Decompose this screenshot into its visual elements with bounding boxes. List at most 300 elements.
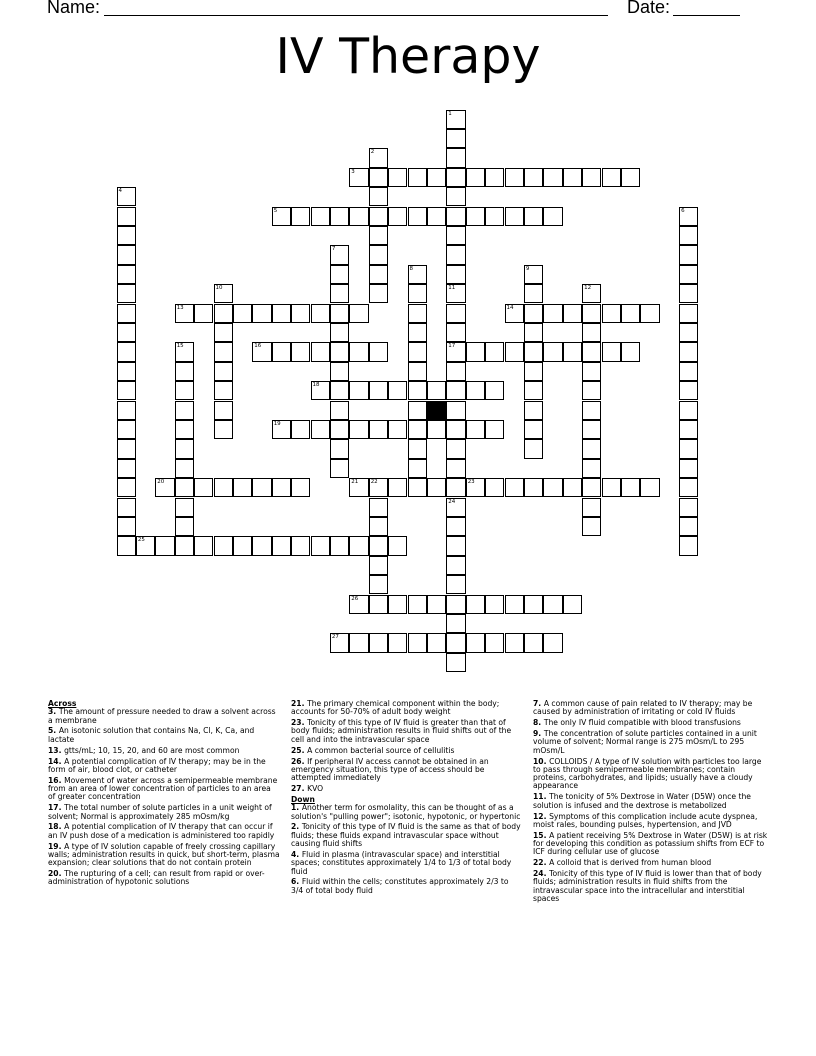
grid-cell[interactable] — [427, 633, 446, 652]
across-clues-col1 — [48, 700, 280, 889]
clue-number: 24 — [448, 498, 456, 505]
clue-number: 4 — [118, 188, 122, 195]
grid-cell[interactable] — [349, 304, 368, 323]
grid-cell[interactable] — [330, 304, 349, 323]
grid-cell[interactable] — [330, 459, 349, 478]
grid-cell[interactable] — [505, 342, 524, 361]
grid-cell[interactable] — [485, 420, 504, 439]
grid-cell[interactable] — [524, 323, 543, 342]
grid-cell[interactable] — [330, 342, 349, 361]
grid-cell[interactable] — [524, 284, 543, 303]
grid-cell[interactable] — [524, 381, 543, 400]
grid-cell[interactable] — [369, 226, 388, 245]
grid-cell[interactable] — [582, 342, 601, 361]
grid-cell[interactable] — [427, 168, 446, 187]
grid-cell[interactable] — [621, 478, 640, 497]
grid-cell[interactable] — [117, 439, 136, 458]
grid-cell[interactable] — [582, 362, 601, 381]
grid-cell[interactable] — [408, 265, 427, 284]
grid-cell[interactable] — [330, 284, 349, 303]
grid-cell[interactable] — [175, 536, 194, 555]
grid-cell[interactable] — [427, 381, 446, 400]
grid-cell[interactable] — [543, 595, 562, 614]
grid-cell[interactable] — [369, 148, 388, 167]
grid-cell[interactable] — [679, 245, 698, 264]
grid-cell[interactable] — [446, 536, 465, 555]
grid-cell[interactable] — [408, 304, 427, 323]
grid-cell[interactable] — [679, 381, 698, 400]
grid-cell[interactable] — [291, 342, 310, 361]
grid-cell[interactable] — [679, 362, 698, 381]
grid-cell[interactable] — [524, 439, 543, 458]
grid-cell[interactable] — [679, 226, 698, 245]
grid-cell[interactable] — [446, 459, 465, 478]
grid-cell[interactable] — [446, 129, 465, 148]
grid-cell[interactable] — [272, 420, 291, 439]
grid-cell[interactable] — [446, 187, 465, 206]
grid-cell[interactable] — [272, 536, 291, 555]
grid-cell[interactable] — [485, 168, 504, 187]
across-clue — [48, 747, 280, 755]
grid-cell[interactable] — [543, 342, 562, 361]
grid-cell[interactable] — [233, 478, 252, 497]
grid-cell[interactable] — [369, 168, 388, 187]
grid-cell[interactable] — [524, 595, 543, 614]
grid-cell[interactable] — [446, 226, 465, 245]
grid-cell[interactable] — [408, 342, 427, 361]
grid-cell[interactable] — [291, 478, 310, 497]
grid-cell[interactable] — [136, 536, 155, 555]
grid-cell[interactable] — [466, 207, 485, 226]
grid-cell[interactable] — [155, 536, 174, 555]
grid-cell[interactable] — [252, 478, 271, 497]
grid-cell[interactable] — [602, 168, 621, 187]
grid-cell[interactable] — [311, 304, 330, 323]
grid-cell[interactable] — [252, 342, 271, 361]
grid-cell[interactable] — [388, 536, 407, 555]
grid-cell[interactable] — [446, 284, 465, 303]
grid-cell[interactable] — [252, 536, 271, 555]
grid-cell[interactable] — [291, 536, 310, 555]
clue-number: 4. — [291, 849, 302, 859]
grid-cell[interactable] — [311, 381, 330, 400]
grid-cell[interactable] — [291, 207, 310, 226]
grid-cell[interactable] — [214, 401, 233, 420]
grid-cell[interactable] — [524, 478, 543, 497]
grid-cell[interactable] — [330, 245, 349, 264]
across-clue — [291, 785, 523, 793]
grid-cell[interactable] — [311, 420, 330, 439]
grid-cell[interactable] — [330, 401, 349, 420]
grid-cell[interactable] — [330, 207, 349, 226]
grid-cell[interactable] — [485, 595, 504, 614]
grid-cell[interactable] — [214, 304, 233, 323]
grid-cell[interactable] — [446, 304, 465, 323]
grid-cell[interactable] — [679, 439, 698, 458]
grid-cell[interactable] — [214, 536, 233, 555]
grid-cell[interactable] — [679, 420, 698, 439]
grid-cell[interactable] — [446, 439, 465, 458]
grid-cell[interactable] — [640, 304, 659, 323]
grid-cell[interactable] — [582, 381, 601, 400]
grid-cell[interactable] — [369, 595, 388, 614]
grid-cell[interactable] — [330, 439, 349, 458]
grid-cell[interactable] — [408, 478, 427, 497]
grid-cell[interactable] — [214, 381, 233, 400]
grid-cell[interactable] — [582, 284, 601, 303]
grid-cell[interactable] — [388, 381, 407, 400]
grid-cell[interactable] — [408, 323, 427, 342]
grid-cell[interactable] — [330, 536, 349, 555]
clue-text: The primary chemical component within the body; accounts for 50-70% of adult body weight — [291, 699, 500, 717]
grid-cell[interactable] — [408, 439, 427, 458]
grid-cell[interactable] — [582, 478, 601, 497]
grid-cell[interactable] — [117, 323, 136, 342]
clue-text: Tonicity of this type of IV fluid is lower than that of body fluids; administration results in fluid shifts from the intravascular space into the intracellular and interstitial spaces — [533, 869, 762, 903]
grid-cell[interactable] — [408, 401, 427, 420]
grid-cell[interactable] — [349, 595, 368, 614]
grid-cell[interactable] — [485, 207, 504, 226]
grid-cell[interactable] — [311, 342, 330, 361]
grid-cell[interactable] — [214, 284, 233, 303]
grid-cell[interactable] — [214, 478, 233, 497]
grid-cell[interactable] — [602, 304, 621, 323]
grid-cell[interactable] — [582, 168, 601, 187]
grid-cell[interactable] — [117, 265, 136, 284]
grid-cell[interactable] — [311, 536, 330, 555]
clue-number: 13. — [48, 745, 65, 755]
grid-cell[interactable] — [349, 478, 368, 497]
grid-cell[interactable] — [117, 498, 136, 517]
clue-number: 17 — [448, 343, 456, 350]
grid-cell[interactable] — [524, 207, 543, 226]
grid-cell[interactable] — [214, 362, 233, 381]
grid-cell[interactable] — [117, 420, 136, 439]
grid-cell[interactable] — [524, 633, 543, 652]
grid-cell[interactable] — [446, 420, 465, 439]
down-clue — [533, 719, 768, 727]
down-clue — [291, 823, 523, 848]
grid-cell[interactable] — [369, 284, 388, 303]
clue-text: A common cause of pain related to IV therapy; may be caused by administration of irritating or cold IV fluids — [533, 699, 753, 717]
grid-cell[interactable] — [679, 342, 698, 361]
grid-cell[interactable] — [349, 342, 368, 361]
grid-cell[interactable] — [524, 362, 543, 381]
grid-cell[interactable] — [369, 478, 388, 497]
grid-cell[interactable] — [117, 459, 136, 478]
grid-cell[interactable] — [194, 536, 213, 555]
grid-cell[interactable] — [369, 207, 388, 226]
grid-cell[interactable] — [408, 595, 427, 614]
grid-cell[interactable] — [117, 381, 136, 400]
grid-cell[interactable] — [524, 168, 543, 187]
grid-cell[interactable] — [446, 362, 465, 381]
grid-cell[interactable] — [369, 633, 388, 652]
clue-text: Tonicity of this type of IV fluid is greater than that of body fluids; administration results in fluid shifts out of the cell and into the intravascular space — [291, 718, 512, 744]
grid-cell[interactable] — [446, 245, 465, 264]
grid-cell[interactable] — [408, 381, 427, 400]
grid-cell[interactable] — [330, 633, 349, 652]
down-clue — [533, 859, 768, 867]
grid-cell[interactable] — [369, 556, 388, 575]
clue-number: 23 — [467, 479, 475, 486]
grid-cell[interactable] — [369, 245, 388, 264]
grid-cell[interactable] — [175, 342, 194, 361]
grid-cell[interactable] — [408, 284, 427, 303]
grid-cell[interactable] — [175, 517, 194, 536]
clue-number: 27 — [331, 634, 339, 641]
grid-cell[interactable] — [446, 401, 465, 420]
grid-cell[interactable] — [388, 207, 407, 226]
grid-cell[interactable] — [582, 323, 601, 342]
grid-cell[interactable] — [427, 595, 446, 614]
grid-cell[interactable] — [446, 595, 465, 614]
grid-cell[interactable] — [563, 478, 582, 497]
grid-cell[interactable] — [582, 459, 601, 478]
grid-cell[interactable] — [602, 478, 621, 497]
grid-cell[interactable] — [194, 304, 213, 323]
grid-cell[interactable] — [175, 459, 194, 478]
grid-cell[interactable] — [408, 207, 427, 226]
grid-cell[interactable] — [466, 168, 485, 187]
grid-cell[interactable] — [466, 342, 485, 361]
grid-cell[interactable] — [330, 265, 349, 284]
grid-cell[interactable] — [369, 381, 388, 400]
grid-cell[interactable] — [175, 420, 194, 439]
grid-cell[interactable] — [349, 420, 368, 439]
grid-cell[interactable] — [175, 478, 194, 497]
clue-text: A colloid that is derived from human blood — [549, 858, 712, 868]
grid-cell[interactable] — [446, 498, 465, 517]
clue-number: 7 — [331, 246, 336, 253]
grid-cell[interactable] — [388, 595, 407, 614]
grid-cell[interactable] — [679, 323, 698, 342]
grid-cell[interactable] — [543, 207, 562, 226]
grid-cell[interactable] — [369, 420, 388, 439]
grid-cell[interactable] — [330, 323, 349, 342]
grid-cell[interactable] — [272, 478, 291, 497]
grid-cell[interactable] — [117, 517, 136, 536]
grid-cell[interactable] — [117, 536, 136, 555]
grid-cell[interactable] — [621, 168, 640, 187]
grid-cell[interactable] — [524, 420, 543, 439]
grid-cell[interactable] — [117, 342, 136, 361]
grid-cell[interactable] — [582, 517, 601, 536]
grid-cell[interactable] — [466, 478, 485, 497]
grid-cell[interactable] — [582, 401, 601, 420]
grid-cell[interactable] — [369, 342, 388, 361]
grid-cell[interactable] — [446, 614, 465, 633]
grid-cell[interactable] — [349, 633, 368, 652]
grid-cell[interactable] — [175, 439, 194, 458]
grid-cell[interactable] — [330, 362, 349, 381]
grid-cell[interactable] — [679, 207, 698, 226]
grid-cell[interactable] — [408, 633, 427, 652]
grid-cell[interactable] — [155, 478, 174, 497]
grid-cell[interactable] — [446, 575, 465, 594]
grid-cell[interactable] — [369, 187, 388, 206]
grid-cell[interactable] — [446, 381, 465, 400]
grid-cell[interactable] — [369, 265, 388, 284]
name-label: Name: — [47, 0, 101, 17]
grid-cell[interactable] — [679, 265, 698, 284]
grid-cell[interactable] — [214, 342, 233, 361]
clue-number: 3 — [351, 168, 355, 175]
grid-cell[interactable] — [408, 168, 427, 187]
grid-cell[interactable] — [446, 148, 465, 167]
grid-cell[interactable] — [194, 478, 213, 497]
grid-cell[interactable] — [505, 478, 524, 497]
grid-cell[interactable] — [233, 304, 252, 323]
grid-cell[interactable] — [446, 168, 465, 187]
grid-cell[interactable] — [427, 207, 446, 226]
grid-cell[interactable] — [582, 439, 601, 458]
clue-number: 9 — [525, 265, 530, 272]
clue-number: 20 — [157, 479, 165, 486]
clue-text: A patient receiving 5% Dextrose in Water (D5W) is at risk for developing this condition as potassium shifts from ECF to ICF during cellular use of glucose — [533, 830, 768, 857]
grid-cell[interactable] — [388, 633, 407, 652]
grid-cell[interactable] — [446, 323, 465, 342]
grid-cell[interactable] — [543, 633, 562, 652]
grid-cell[interactable] — [446, 207, 465, 226]
grid-cell[interactable] — [621, 304, 640, 323]
grid-cell[interactable] — [117, 478, 136, 497]
grid-cell[interactable] — [446, 478, 465, 497]
grid-cell[interactable] — [582, 304, 601, 323]
grid-cell[interactable] — [272, 304, 291, 323]
grid-cell[interactable] — [505, 207, 524, 226]
grid-cell[interactable] — [524, 304, 543, 323]
grid-cell[interactable] — [349, 207, 368, 226]
grid-cell[interactable] — [485, 478, 504, 497]
grid-cell[interactable] — [117, 207, 136, 226]
grid-cell[interactable] — [272, 207, 291, 226]
grid-cell[interactable] — [369, 536, 388, 555]
grid-cell[interactable] — [679, 284, 698, 303]
grid-cell[interactable] — [446, 342, 465, 361]
grid-cell[interactable] — [408, 459, 427, 478]
grid-cell[interactable] — [563, 304, 582, 323]
grid-cell[interactable] — [543, 304, 562, 323]
grid-cell[interactable] — [291, 304, 310, 323]
grid-cell[interactable] — [446, 265, 465, 284]
grid-cell[interactable] — [117, 226, 136, 245]
grid-cell[interactable] — [485, 633, 504, 652]
grid-cell[interactable] — [621, 342, 640, 361]
grid-cell[interactable] — [679, 517, 698, 536]
clue-number: 6. — [291, 877, 302, 887]
grid-cell[interactable] — [272, 342, 291, 361]
grid-cell[interactable] — [291, 420, 310, 439]
grid-cell[interactable] — [408, 362, 427, 381]
grid-cell[interactable] — [369, 498, 388, 517]
grid-cell[interactable] — [214, 323, 233, 342]
grid-cell[interactable] — [369, 575, 388, 594]
grid-cell[interactable] — [543, 478, 562, 497]
grid-cell[interactable] — [330, 420, 349, 439]
grid-cell[interactable] — [679, 459, 698, 478]
grid-cell[interactable] — [679, 401, 698, 420]
grid-cell[interactable] — [388, 478, 407, 497]
grid-cell[interactable] — [485, 342, 504, 361]
grid-cell[interactable] — [369, 517, 388, 536]
grid-cell[interactable] — [214, 420, 233, 439]
grid-cell[interactable] — [349, 168, 368, 187]
grid-cell[interactable] — [117, 245, 136, 264]
grid-cell[interactable] — [175, 401, 194, 420]
grid-cell[interactable] — [679, 498, 698, 517]
grid-cell[interactable] — [446, 556, 465, 575]
grid-cell[interactable] — [563, 595, 582, 614]
grid-cell[interactable] — [524, 265, 543, 284]
grid-cell[interactable] — [466, 381, 485, 400]
grid-cell[interactable] — [446, 517, 465, 536]
grid-cell[interactable] — [117, 304, 136, 323]
grid-cell[interactable] — [602, 342, 621, 361]
grid-cell[interactable] — [117, 362, 136, 381]
grid-cell[interactable] — [466, 420, 485, 439]
clues-col2 — [291, 700, 523, 898]
grid-cell[interactable] — [388, 168, 407, 187]
grid-cell[interactable] — [349, 381, 368, 400]
grid-cell[interactable] — [175, 362, 194, 381]
grid-cell[interactable] — [524, 342, 543, 361]
grid-cell[interactable] — [679, 536, 698, 555]
clue-number: 15. — [533, 830, 550, 840]
grid-cell[interactable] — [524, 401, 543, 420]
grid-cell[interactable] — [446, 633, 465, 652]
grid-cell[interactable] — [233, 536, 252, 555]
grid-cell[interactable] — [252, 304, 271, 323]
grid-cell[interactable] — [505, 304, 524, 323]
grid-cell[interactable] — [175, 498, 194, 517]
grid-cell[interactable] — [505, 633, 524, 652]
clue-number: 26 — [351, 595, 359, 602]
grid-cell[interactable] — [117, 401, 136, 420]
grid-cell[interactable] — [466, 595, 485, 614]
grid-cell[interactable] — [446, 110, 465, 129]
grid-cell[interactable] — [330, 381, 349, 400]
down-clues-col3 — [533, 700, 768, 906]
grid-cell[interactable] — [388, 420, 407, 439]
grid-cell[interactable] — [505, 168, 524, 187]
grid-cell[interactable] — [175, 304, 194, 323]
grid-cell[interactable] — [349, 536, 368, 555]
grid-cell[interactable] — [679, 304, 698, 323]
grid-cell[interactable] — [582, 420, 601, 439]
clue-number: 14. — [48, 756, 65, 766]
grid-cell[interactable] — [563, 342, 582, 361]
grid-cell[interactable] — [446, 653, 465, 672]
grid-cell[interactable] — [543, 168, 562, 187]
grid-cell[interactable] — [311, 207, 330, 226]
grid-cell[interactable] — [427, 478, 446, 497]
grid-cell[interactable] — [563, 168, 582, 187]
grid-cell[interactable] — [408, 420, 427, 439]
grid-cell[interactable] — [640, 478, 659, 497]
clue-text: Symptoms of this complication include acute dyspnea, moist rales, bounding pulses, hypertension, and JVD — [533, 811, 758, 829]
grid-cell[interactable] — [117, 187, 136, 206]
grid-cell[interactable] — [485, 381, 504, 400]
clue-number: 16. — [48, 775, 65, 785]
grid-cell[interactable] — [117, 284, 136, 303]
grid-cell[interactable] — [466, 633, 485, 652]
grid-cell[interactable] — [427, 420, 446, 439]
grid-cell[interactable] — [505, 595, 524, 614]
grid-cell[interactable] — [582, 498, 601, 517]
grid-cell[interactable] — [175, 381, 194, 400]
grid-cell[interactable] — [679, 478, 698, 497]
